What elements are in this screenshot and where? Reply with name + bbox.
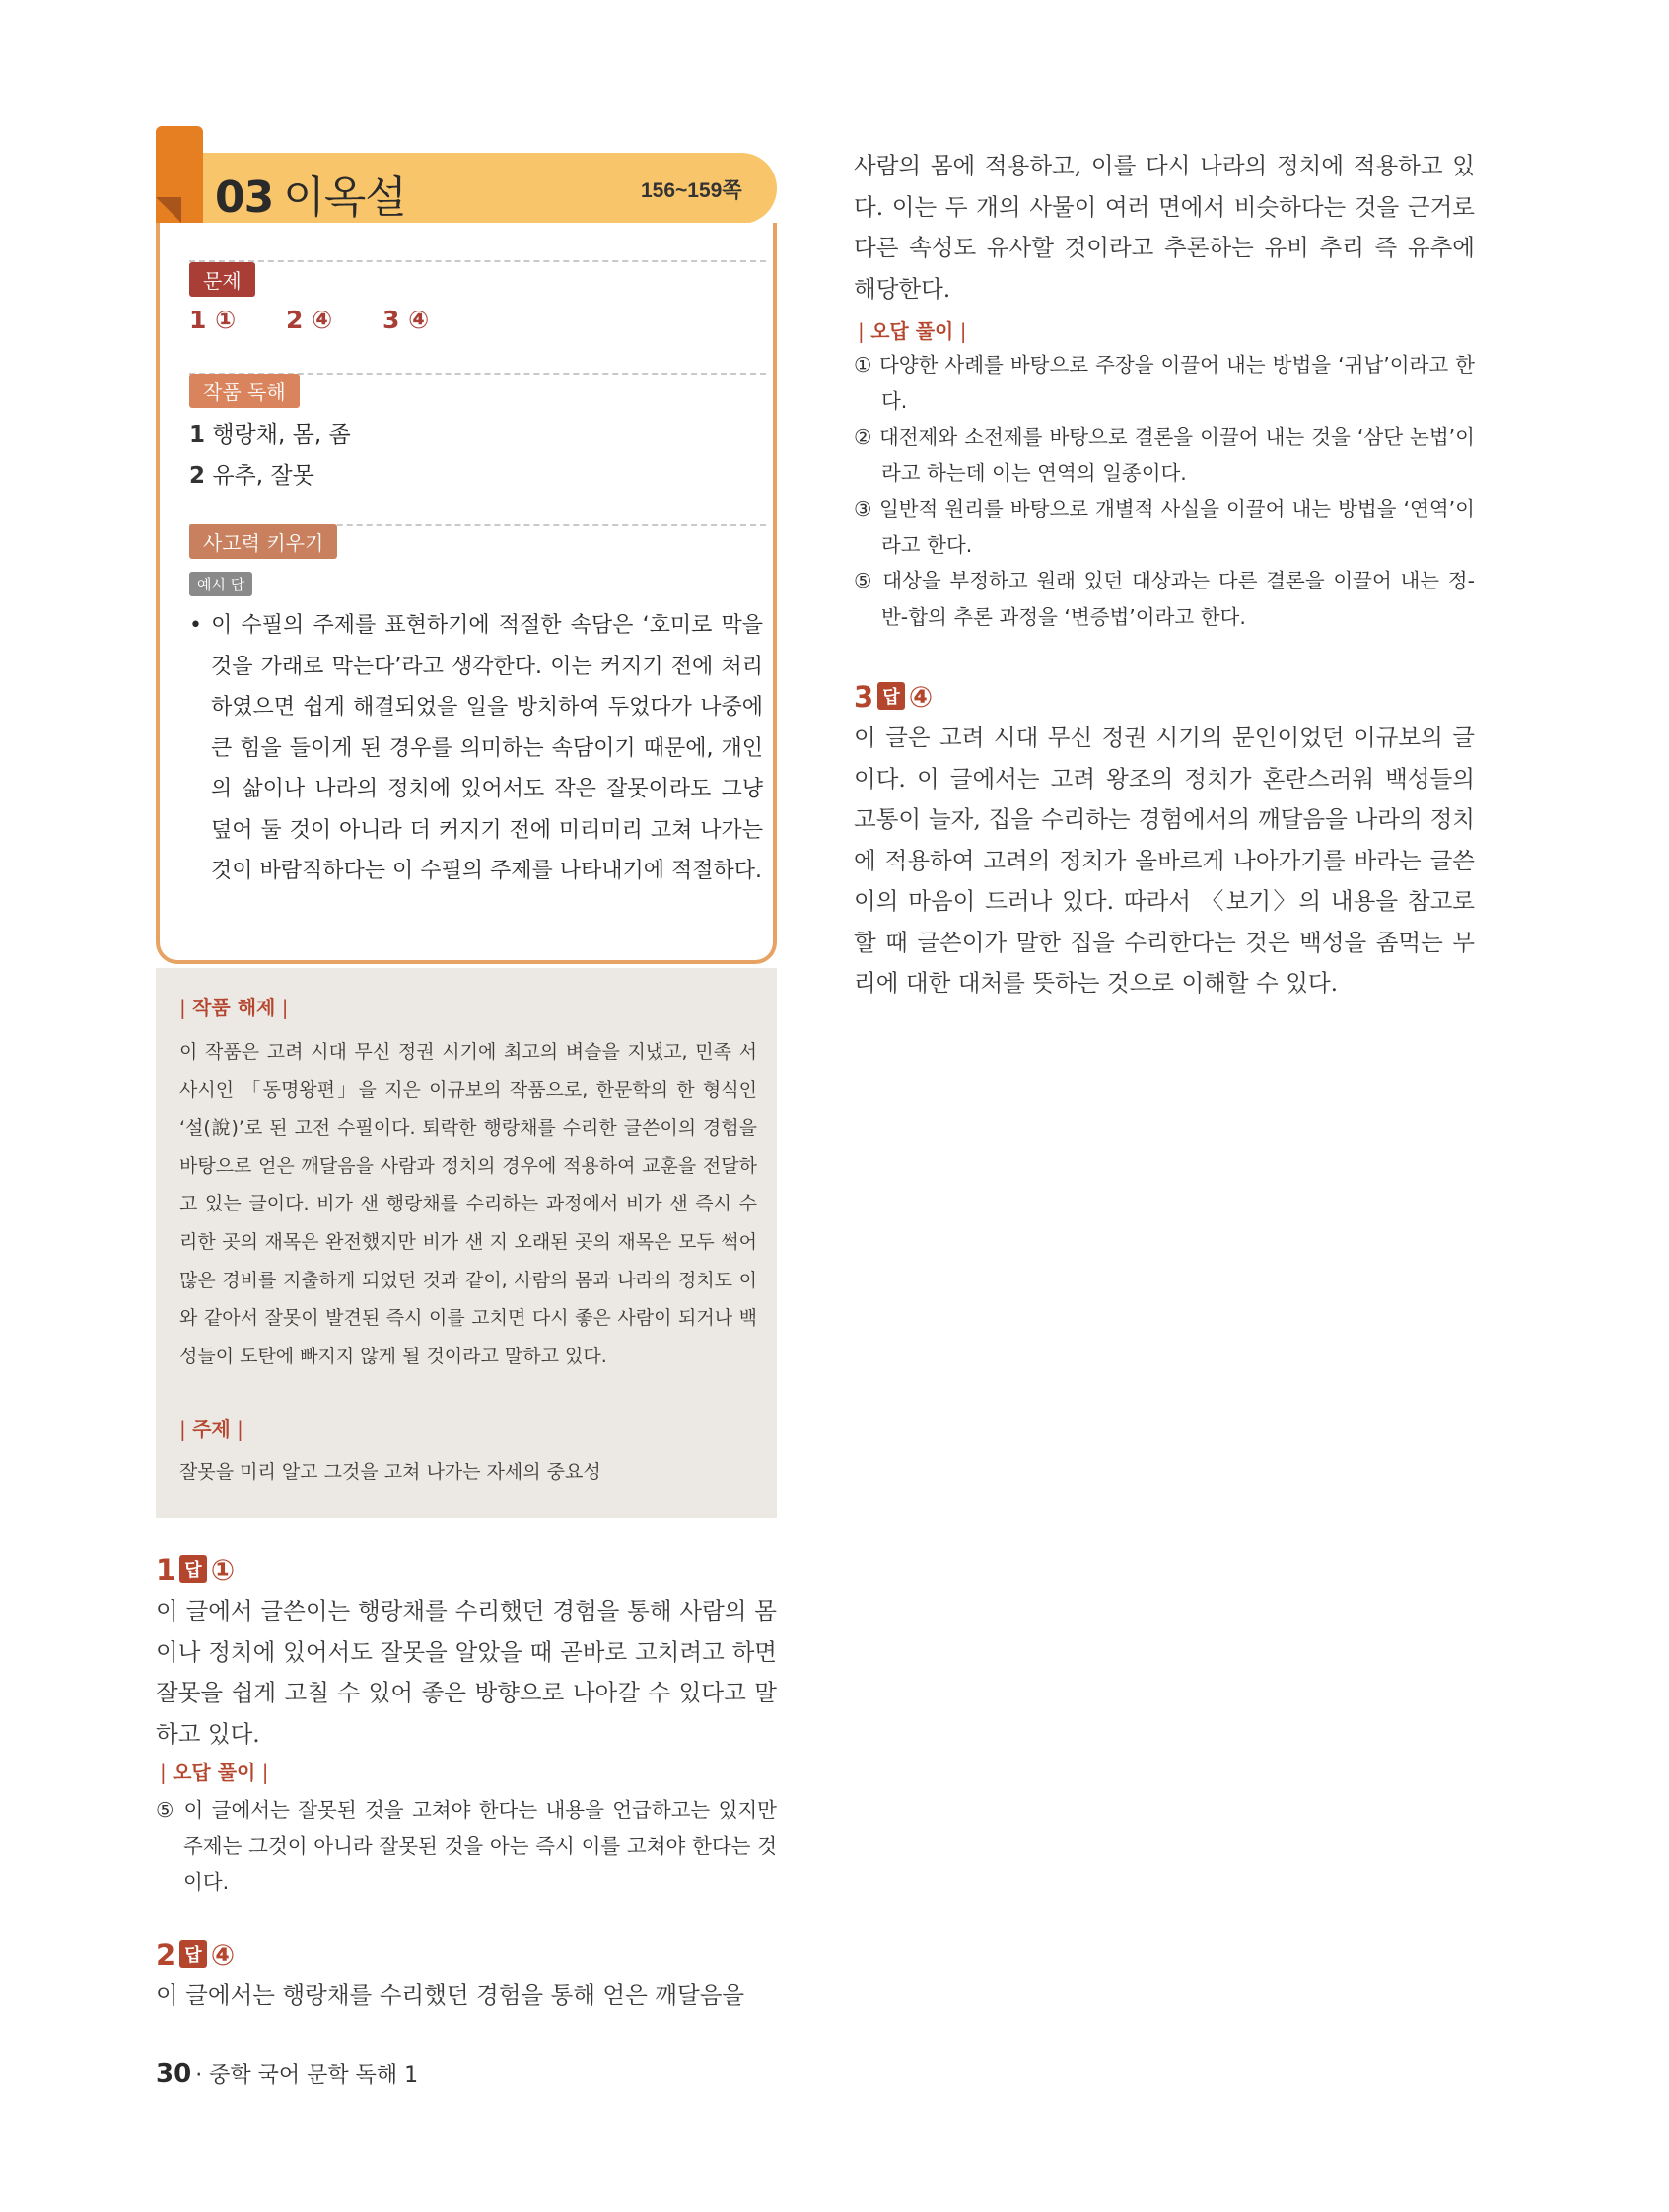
answer-badge: 답 (179, 1940, 206, 1968)
wrong-heading-text: 오답 풀이 (870, 319, 954, 343)
work-explanation-box (156, 968, 777, 1518)
theme-heading: | 주제 | (179, 1417, 243, 1441)
lesson-number: 03 (215, 173, 274, 223)
wrong-item: ③ 일반적 원리를 바탕으로 개별적 사실을 이끌어 내는 방법을 ‘연역’이라고 한다. (854, 497, 1475, 557)
wrong-item: ⑤ 이 글에서는 잘못된 것을 고쳐야 한다는 내용을 언급하고는 있지만 주제는 그것이 아니라 잘못된 것을 아는 즉시 이를 고쳐야 한다는 것이다. (156, 1798, 777, 1894)
example-answer-badge: 예시 답 (189, 572, 252, 596)
reading-text: 유추, 잘못 (212, 463, 314, 489)
answer-choice: ④ (210, 1938, 236, 1971)
lesson-name: 이옥설 (283, 173, 406, 223)
lesson-pages: 156~159쪽 (641, 179, 742, 202)
explanation-text: 이 작품은 고려 시대 무신 정권 시기에 최고의 벼슬을 지냈고, 민족 서사시인 「동명왕편」을 지은 이규보의 작품으로, 한문학의 한 형식인 ‘설(說)’로 된 고전 수필이다. 퇴락한 행랑채를 수리한 글쓴이의 경험을 바탕으로 얻은 깨달음을 사람과 정치의 경우에 적용하여 교훈을 전달하고 있는 글이다. 비가 샌 행랑채를 수리하는 과정에서 비가 샌 즉시 수리한 곳의 재목은 완전했지만 비가 샌 지 오래된 곳의 재목은 모두 썩어 많은 경비를 지출하게 되었던 것과 같이, 사람의 몸과 나라의 정치도 이와 같아서 잘못이 발견된 즉시 이를 고치면 다시 좋은 사람이 되거나 백성들이 도탄에 빠지지 않게 될 것이라고 말하고 있다. (179, 1041, 757, 1367)
page-number: 30 (156, 2059, 192, 2089)
theme-heading-text: 주제 (192, 1417, 231, 1441)
reading-label: 작품 독해 (189, 374, 300, 408)
page-footer (156, 2058, 418, 2089)
wrong-heading-text: 오답 풀이 (173, 1761, 256, 1784)
question-number: 2 (156, 1938, 176, 1971)
question-number: 1 (156, 1554, 176, 1587)
question-2-wrong-heading: | 오답 풀이 | (858, 319, 967, 343)
question-1-wrong-list (156, 1792, 777, 1901)
problem-label: 문제 (189, 262, 255, 297)
theme-text: 잘못을 미리 알고 그것을 고쳐 나가는 자세의 중요성 (179, 1461, 601, 1483)
answer-item: 2 ④ (285, 306, 333, 334)
wrong-item: ⑤ 대상을 부정하고 원래 있던 대상과는 다른 결론을 이끌어 내는 정-반-합의 추론 과정을 ‘변증법’이라고 한다. (854, 569, 1475, 629)
answer-badge: 답 (877, 682, 904, 710)
lesson-title (215, 162, 406, 225)
question-1-explanation: 이 글에서 글쓴이는 행랑채를 수리했던 경험을 통해 사람의 몸이나 정치에 있어서도 잘못을 알았을 때 곧바로 고치려고 하면 잘못을 쉽게 고칠 수 있어 좋은 방향으로 나아갈 수 있다고 말하고 있다. (156, 1597, 777, 1748)
divider (189, 260, 766, 262)
answer-box (156, 223, 777, 964)
reading-item (189, 457, 314, 490)
book-title: · 중학 국어 문학 독해 1 (195, 2063, 419, 2088)
question-2-wrong-list (854, 347, 1475, 635)
answer-list (189, 306, 470, 334)
reading-text: 행랑채, 몸, 좀 (212, 422, 351, 448)
think-label: 사고력 키우기 (189, 524, 337, 559)
answer-choice: ④ (908, 680, 934, 714)
lesson-header-tab-fold (156, 197, 181, 223)
explanation-heading-text: 작품 해제 (192, 996, 276, 1019)
answer-item: 3 ④ (382, 306, 430, 334)
wrong-item: ① 다양한 사례를 바탕으로 주장을 이끌어 내는 방법을 ‘귀납’이라고 한다. (854, 353, 1475, 413)
explanation-heading: | 작품 해제 | (179, 996, 289, 1019)
question-1-heading (156, 1554, 235, 1587)
question-1-wrong-heading: | 오답 풀이 | (160, 1761, 269, 1784)
wrong-item: ② 대전제와 소전제를 바탕으로 결론을 이끌어 내는 것을 ‘삼단 논법’이라고 하는데 이는 연역의 일종이다. (854, 425, 1475, 485)
question-number: 3 (854, 680, 874, 714)
question-2-explanation-part2: 사람의 몸에 적용하고, 이를 다시 나라의 정치에 적용하고 있다. 이는 두 개의 사물이 여러 면에서 비슷하다는 것을 근거로 다른 속성도 유사할 것이라고 추론하는 유비 추리 즉 유추에 해당한다. (854, 152, 1475, 303)
answer-badge: 답 (179, 1555, 206, 1583)
question-3-explanation: 이 글은 고려 시대 무신 정권 시기의 문인이었던 이규보의 글이다. 이 글에서는 고려 왕조의 정치가 혼란스러워 백성들의 고통이 늘자, 집을 수리하는 경험에서의 깨달음을 나라의 정치에 적용하여 고려의 정치가 올바르게 나아가기를 바라는 글쓴이의 마음이 드러나 있다. 따라서 〈보기〉의 내용을 참고로 할 때 글쓴이가 말한 집을 수리한다는 것은 백성을 좀먹는 무리에 대한 대처를 뜻하는 것으로 이해할 수 있다. (854, 724, 1475, 997)
question-3-heading (854, 680, 933, 714)
question-2-heading (156, 1938, 235, 1971)
answer-choice: ① (210, 1554, 236, 1587)
reading-item (189, 416, 351, 449)
reading-num: 2 (189, 463, 206, 489)
question-2-explanation-part1: 이 글에서는 행랑채를 수리했던 경험을 통해 얻은 깨달음을 (156, 1981, 745, 2009)
think-answer-text: • 이 수필의 주제를 표현하기에 적절한 속담은 ‘호미로 막을 것을 가래로 막는다’라고 생각한다. 이는 커지기 전에 처리하였으면 쉽게 해결되었을 일을 방치하여 두었다가 나중에 큰 힘을 들이게 된 경우를 의미하는 속담이기 때문에, 개인의 삶이나 나라의 정치에 있어서도 작은 잘못이라도 그냥 덮어 둘 것이 아니라 더 커지기 전에 미리미리 고쳐 나가는 것이 바람직하다는 이 수필의 주제를 나타내기에 적절하다. (189, 613, 763, 883)
answer-item: 1 ① (189, 306, 237, 334)
reading-num: 1 (189, 422, 206, 448)
